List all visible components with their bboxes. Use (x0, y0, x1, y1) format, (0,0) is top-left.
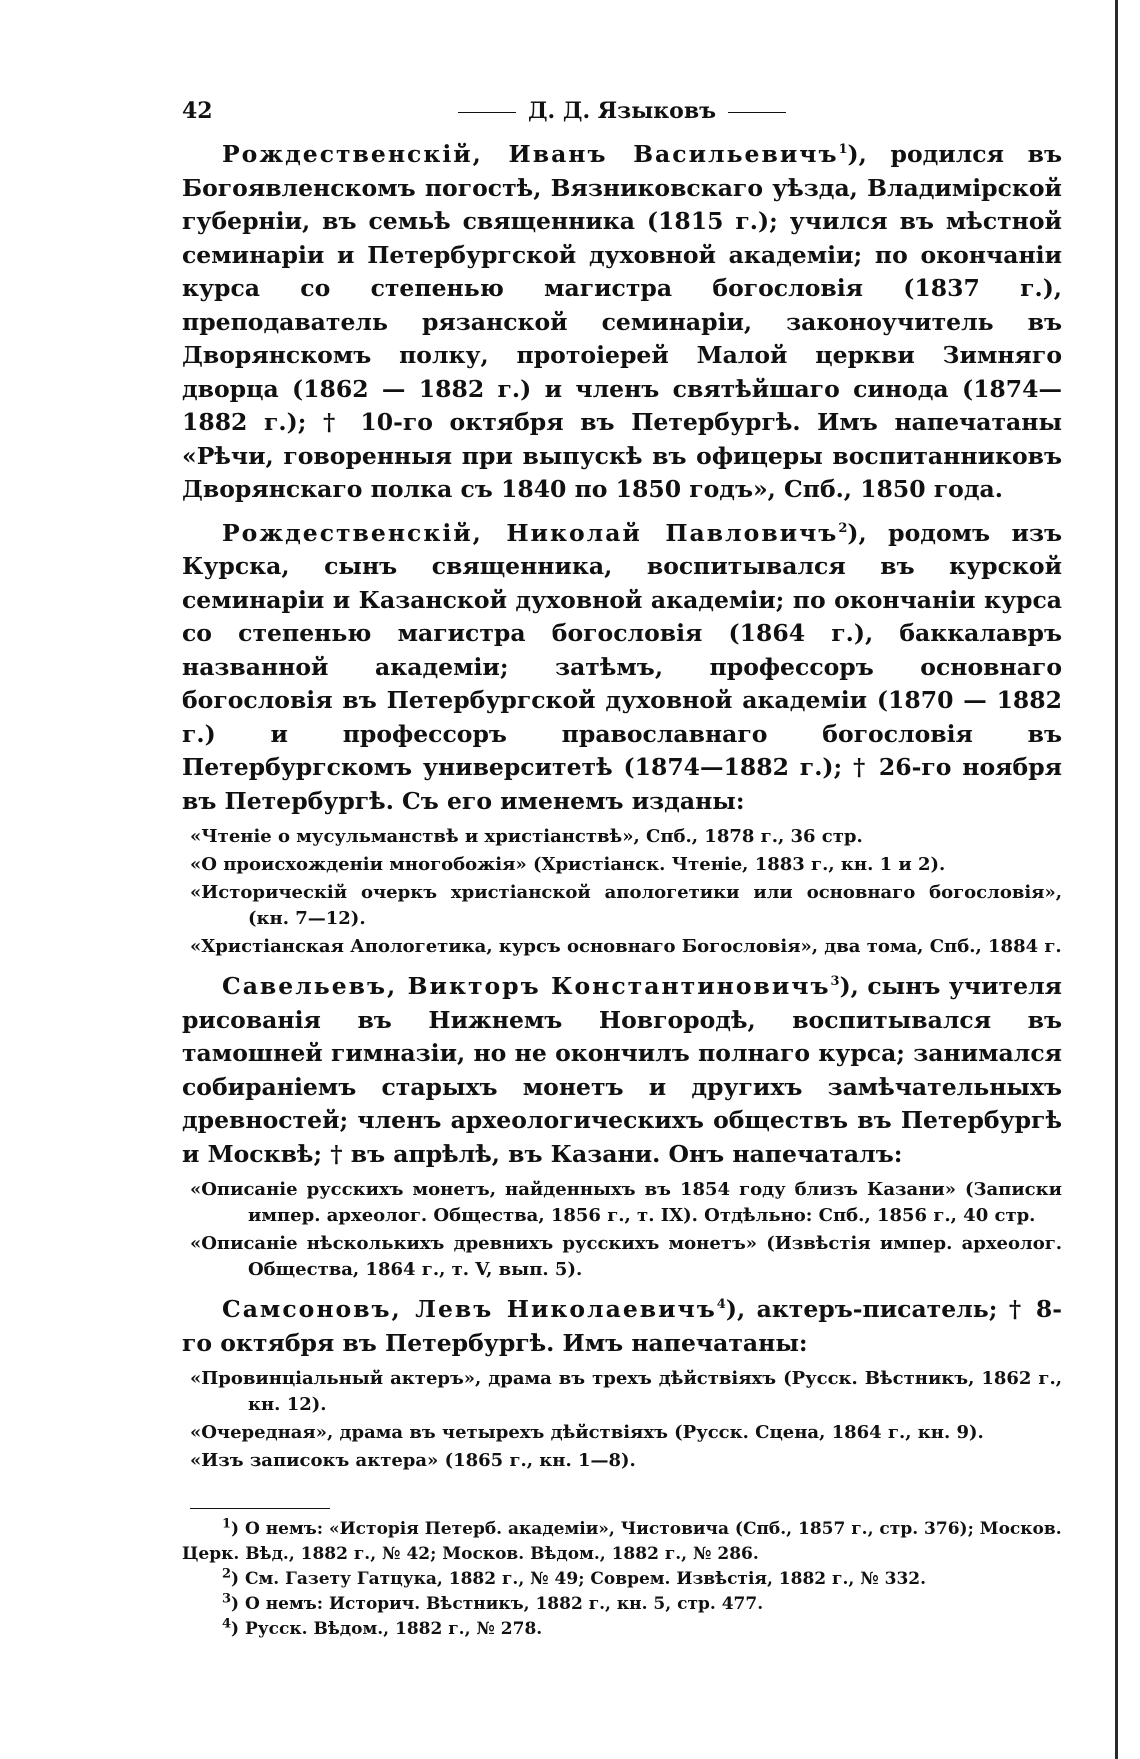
biography-entry (182, 517, 1062, 819)
entry-text: ), сынъ учителя рисованія въ Нижнемъ Новгородѣ, воспитывался въ тамошней гимназіи, но не окончилъ полнаго курса; занимался собираніемъ старыхъ монетъ и другихъ замѣчательныхъ древностей; членъ археологическихъ обществъ въ Петербургѣ и Москвѣ; † въ апрѣлѣ, въ Казани. Онъ напечаталъ: (182, 972, 1062, 1168)
work-item: «Чтеніе о мусульманствѣ и христіанствѣ», Спб., 1878 г., 36 стр. (190, 826, 863, 847)
footnote (182, 1567, 1062, 1592)
header-dash-right (728, 112, 786, 113)
entry-text: ), родомъ изъ Курска, сынъ священника, воспитывался въ курской семинаріи и Казанской духовной академіи; по окончаніи курса со степенью магистра богословія (1864 г.), баккалавръ названной академіи; затѣмъ, профессоръ основнаго богословія въ Петербургской духовной академіи (1870 — 1882 г.) и профессоръ православнаго богословія въ Петербургскомъ университетѣ (1874—1882 г.); † 26-го ноября въ Петербургѣ. Съ его именемъ изданы: (182, 518, 1062, 815)
footnote-text: ) См. Газету Гатцука, 1882 г., № 49; Соврем. Извѣстія, 1882 г., № 332. (231, 1569, 927, 1589)
work-item: «Изъ записокъ актера» (1865 г., кн. 1—8). (190, 1450, 636, 1471)
footnote (182, 1517, 1062, 1567)
footnote-text: ) О немъ: «Исторія Петерб. академіи», Чистовича (Спб., 1857 г., стр. 376); Москов. Церк. Вѣд., 1882 г., № 42; Москов. Вѣдом., 1882 г., № 286. (182, 1519, 1062, 1564)
work-item: «Провинціальный актеръ», драма въ трехъ дѣйствіяхъ (Русск. Вѣстникъ, 1862 г., кн. 12). (190, 1368, 1062, 1415)
footnotes (182, 1517, 1062, 1642)
footnote-text: ) О немъ: Историч. Вѣстникъ, 1882 г., кн. 5, стр. 477. (231, 1594, 764, 1614)
page-number: 42 (182, 98, 213, 124)
entry-text: ), родился въ Богоявленскомъ погостѣ, Вязниковскаго уѣзда, Владимірской губерніи, въ семьѣ священника (1815 г.); учился въ мѣстной семинаріи и Петербургской духовной академіи; по окончаніи курса со степенью магистра богословія (1837 г.), преподаватель рязанской семинаріи, законоучитель въ Дворянскомъ полку, протоіерей Малой церкви Зимняго дворца (1862 — 1882 г.) и членъ святѣйшаго синода (1874—1882 г.); † 10-го октября въ Петербургѣ. Имъ напечатаны «Рѣчи, говоренныя при выпускѣ въ офицеры воспитанниковъ Дворянскаго полка съ 1840 по 1850 годъ», Спб., 1850 года. (182, 140, 1062, 503)
entry-name: Рождественскій, Николай Павловичъ (222, 518, 839, 547)
footnote-mark: 2 (222, 1566, 232, 1582)
footnote-rule (190, 1508, 330, 1509)
works-list (182, 1366, 1062, 1474)
works-list (182, 824, 1062, 960)
footnote-ref: 1 (838, 142, 848, 158)
works-list (182, 1177, 1062, 1283)
entry-name: Самсоновъ, Левъ Николаевичъ (222, 1295, 717, 1323)
work-item: «Описаніе русскихъ монетъ, найденныхъ въ 1854 году близъ Казани» (Записки импер. археолог. Общества, 1856 г., т. IX). Отдѣльно: Спб., 1856 г., 40 стр. (190, 1179, 1062, 1226)
footnote-text: ) Русск. Вѣдом., 1882 г., № 278. (231, 1619, 543, 1639)
footnote-ref: 3 (830, 974, 840, 990)
footnote-ref: 4 (716, 1297, 726, 1313)
work-item: «О происхожденіи многобожія» (Христіанск. Чтеніе, 1883 г., кн. 1 и 2). (190, 854, 946, 875)
biography-entry (182, 970, 1062, 1171)
footnote-mark: 4 (222, 1616, 232, 1632)
entry-name: Рождественскій, Иванъ Васильевичъ (222, 140, 839, 168)
page-edge-line (1115, 0, 1118, 1759)
work-item: «Христіанская Апологетика, курсъ основнаго Богословія», два тома, Спб., 1884 г. (190, 936, 1062, 957)
biography-entry (182, 1293, 1062, 1360)
biography-entry (182, 138, 1062, 507)
footnote-mark: 1 (222, 1516, 232, 1532)
entry-name: Савельевъ, Викторъ Константиновичъ (222, 972, 831, 1000)
footnote (182, 1617, 1062, 1642)
footnote (182, 1592, 1062, 1617)
work-item: «Историческій очеркъ христіанской апологетики или основнаго богословія», (кн. 7—12). (190, 882, 1062, 929)
footnote-mark: 3 (222, 1591, 232, 1607)
header-dash-left (458, 112, 516, 113)
footnote-ref: 2 (838, 520, 848, 536)
work-item: «Очередная», драма въ четырехъ дѣйствіяхъ (Русск. Сцена, 1864 г., кн. 9). (190, 1422, 984, 1443)
work-item: «Описаніе нѣсколькихъ древнихъ русскихъ монетъ» (Извѣстія импер. археолог. Общества, 1864 г., т. V, вып. 5). (190, 1233, 1062, 1280)
book-page (182, 98, 1062, 1642)
running-head (182, 98, 1062, 124)
page-header (182, 98, 1062, 138)
running-title: Д. Д. Языковъ (528, 98, 716, 124)
entry-text: ), актеръ-писатель; † 8-го октября въ Петербургѣ. Имъ напечатаны: (182, 1295, 1062, 1357)
